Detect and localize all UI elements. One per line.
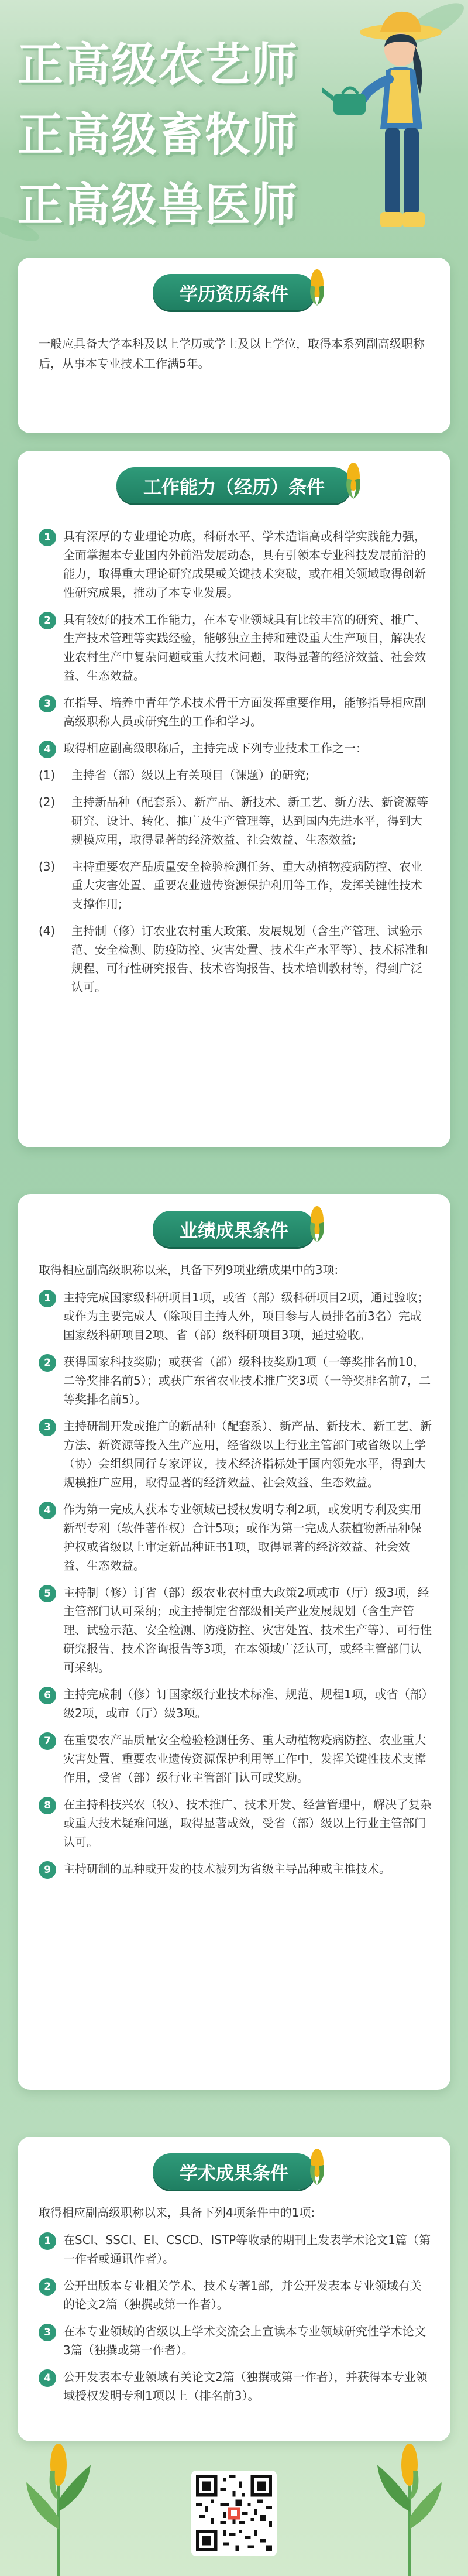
number-badge: 5 [39,1585,56,1602]
number-badge: 4 [39,1502,56,1519]
corn-plant-left-icon [23,2412,94,2576]
qr-code[interactable] [191,2471,277,2556]
number-badge: 1 [39,1290,56,1307]
number-badge: 7 [39,1732,56,1750]
list-item-text: 在本专业领域的省级以上学术交流会上宣读本专业领域研究性学术论文3篇（独撰或第一作者）。 [63,2324,426,2357]
list-item-text: 主持制（修）订省（部）级农业农村重大政策2项或市（厅）级3项，经主管部门认可采纳；或主持制定省部级相关产业发展规划（含生产管理、试验示范、安全检测、防疫防控、灾害处置、技术生产等）、可行性研究报告、技术咨询报告等3项，在本领域广泛认可，或经主管部门认可采纳。 [63,1585,432,1674]
education-header [153,274,315,310]
list-item [39,2276,433,2314]
list-item-text: 在主持科技兴农（牧）、技术推广、技术开发、经营管理中，解决了复杂或重大技术疑难问题，取得显著成效，受省（部）级以上行业主管部门认可。 [63,1797,432,1849]
list-item [39,1685,433,1722]
academic-header [153,2153,315,2190]
corn-icon [307,2145,327,2186]
sub-list-item-text: 主持新品种（配套系）、新产品、新技术、新工艺、新方法、新资源等研究、设计、转化、推广及生产管理等，达到国内先进水平，得到大规模应用，取得显著的经济效益、社会效益、生态效益; [71,795,428,847]
hero-title-line-3: 正高级兽医师 [18,179,299,232]
academic-card [18,2137,450,2441]
education-title: 学历资历条件 [180,283,288,305]
hero-title-line-2: 正高级畜牧师 [18,109,299,162]
work-ability-header [116,467,352,503]
corn-icon [343,459,363,500]
sub-number: (3) [39,859,56,873]
number-badge: 6 [39,1687,56,1704]
education-text: 一般应具备大学本科及以上学历或学士及以上学位，取得本系列副高级职称后，从事本专业技术工作满5年。 [39,337,425,371]
list-item [39,2322,433,2359]
sub-list-item [39,793,433,849]
list-item [39,1288,433,1344]
work-ability-list [39,527,433,1005]
work-ability-title: 工作能力（经历）条件 [143,477,325,498]
work-ability-card [18,451,450,1147]
farmer-watering-illustration-icon [322,6,456,240]
sub-list-item [39,766,433,785]
achievements-intro: 取得相应副高级职称以来，具备下列9项业绩成果中的3项: [39,1263,339,1277]
achievements-title: 业绩成果条件 [180,1220,288,1242]
list-item [39,527,433,602]
qr-code-icon [196,2475,272,2551]
sub-list-item [39,922,433,996]
list-item [39,1352,433,1409]
list-item-text: 取得相应副高级职称后，主持完成下列专业技术工作之一： [63,741,367,755]
sub-list-item [39,857,433,913]
hero-title-line-1: 正高级农艺师 [18,39,299,91]
list-item [39,1795,433,1851]
list-item [39,2368,433,2405]
academic-list [39,2231,433,2413]
list-item [39,1731,433,1787]
list-item-text: 公开出版本专业相关学术、技术专著1部，并公开发表本专业领域有关的论文2篇（独撰或第一作者）。 [63,2279,422,2311]
number-badge: 4 [39,2369,56,2387]
list-item-text: 主持完成制（修）订国家级行业技术标准、规范、规程1项，或省（部）级2项，或市（厅）级3项。 [63,1687,428,1720]
list-item [39,610,433,685]
number-badge: 8 [39,1797,56,1814]
list-item-text: 具有深厚的专业理论功底，科研水平、学术造诣高或科学实践能力强，全面掌握本专业国内外前沿发展动态，具有引领本专业科技发展前沿的能力，取得重大理论研究成果或关键技术突破，或在相关领域取得创新性研究成果，推动了本专业发展。 [63,529,426,600]
list-item [39,2231,433,2268]
academic-title: 学术成果条件 [180,2163,288,2184]
number-badge: 3 [39,695,56,712]
sub-number: (4) [39,924,56,938]
number-badge: 1 [39,529,56,546]
list-item-text: 主持完成国家级科研项目1项，或省（部）级科研项目2项，通过验收；或作为主要完成人（除项目主持人外，项目参与人员排名前3名）完成国家级科研项目2项、省（部）级科研项目3项，通过验收。 [63,1290,429,1342]
achievements-card [18,1194,450,2090]
hero-banner [0,0,468,246]
sub-number: (1) [39,768,56,782]
number-badge: 3 [39,1419,56,1436]
list-item-text: 主持研制的品种或开发的技术被列为省级主导品种或主推技术。 [63,1862,391,1876]
number-badge: 2 [39,612,56,629]
list-item-text: 在重要农产品质量安全检验检测任务、重大动植物疫病防控、农业重大灾害处置、重要农业遗传资源保护利用等工作中，发挥关键性技术支撑作用，受省（部）级行业主管部门认可或奖励。 [63,1733,426,1784]
list-item-text: 具有较好的技术工作能力，在本专业领域具有比较丰富的研究、推广、生产技术管理等实践经验，能够独立主持和建设重大生产项目，解决农业农村生产中复杂问题或重大技术问题，取得显著的经济效益、社会效益、生态效益。 [63,612,426,683]
list-item [39,739,433,758]
education-card [18,258,450,433]
list-item-text: 公开发表本专业领域有关论文2篇（独撰或第一作者），并获得本专业领域授权发明专利1项以上（排名前3）。 [63,2370,428,2403]
sub-list-item-text: 主持省（部）级以上有关项目（课题）的研究; [71,768,309,782]
list-item-text: 在指导、培养中青年学术技术骨干方面发挥重要作用，能够指导相应副高级职称人员或研究生的工作和学习。 [63,696,426,728]
achievements-header [153,1211,315,1247]
number-badge: 9 [39,1861,56,1879]
achievements-list [39,1288,433,1886]
list-item [39,1859,433,1878]
academic-intro: 取得相应副高级职称以来，具备下列4项条件中的1项: [39,2205,315,2219]
list-item [39,693,433,731]
sub-list-item-text: 主持制（修）订农业农村重大政策、发展规划（含生产管理、试验示范、安全检测、防疫防控、灾害处置、技术生产水平等）、技术标准和规程、可行性研究报告、技术咨询报告、技术培训教材等，得到广泛认可。 [71,924,428,994]
number-badge: 1 [39,2232,56,2250]
list-item [39,1417,433,1492]
number-badge: 2 [39,1354,56,1372]
list-item [39,1583,433,1677]
corn-plant-right-icon [374,2412,445,2576]
list-item-text: 获得国家科技奖励；或获省（部）级科技奖励1项（一等奖排名前10，二等奖排名前5）；或获广东省农业技术推广奖3项（一等奖排名前7，二等奖排名前5）。 [63,1355,431,1406]
list-item-text: 作为第一完成人获本专业领域已授权发明专利2项，或发明专利及实用新型专利（软件著作权）合计5项；或作为第一完成人获植物新品种保护权或省级以上审定新品种证书1项，取得显著的经济效益、社会效益、生态效益。 [63,1502,422,1573]
list-item-text: 在SCI、SSCI、EI、CSCD、ISTP等收录的期刊上发表学术论文1篇（第一作者或通讯作者）。 [63,2233,431,2266]
sub-number: (2) [39,795,56,809]
number-badge: 3 [39,2324,56,2341]
corn-icon [307,1203,327,1244]
number-badge: 2 [39,2278,56,2296]
corn-icon [307,266,327,307]
list-item-text: 主持研制开发或推广的新品种（配套系）、新产品、新技术、新工艺、新方法、新资源等投入生产应用，经省级以上行业主管部门或省级以上学（协）会组织同行专家评议，技术经济指标处于国内领先水平，得到大规模推广应用，取得显著的经济效益、社会效益、生态效益。 [63,1419,432,1489]
number-badge: 4 [39,741,56,758]
sub-list-item-text: 主持重要农产品质量安全检验检测任务、重大动植物疫病防控、农业重大灾害处置、重要农业遗传资源保护利用等工作，发挥关键性技术支撑作用; [71,859,422,911]
list-item [39,1500,433,1575]
